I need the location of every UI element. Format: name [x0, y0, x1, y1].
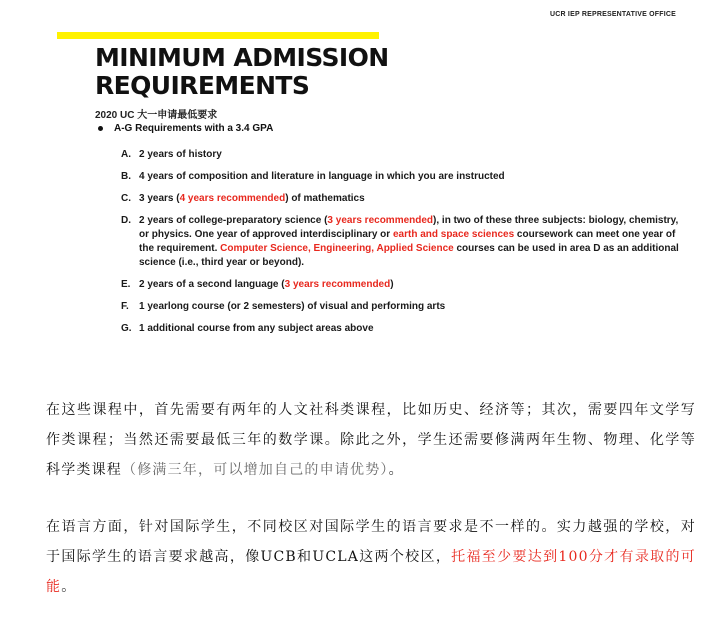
requirement-e	[121, 278, 681, 292]
req-text: 2 years of history	[139, 149, 222, 160]
req-text-part: 2 years of college-preparatory science (	[139, 215, 328, 226]
article-paragraph-2	[46, 512, 696, 602]
req-letter: C.	[121, 193, 131, 204]
req-text: 1 yearlong course (or 2 semesters) of visual and performing arts	[139, 301, 446, 312]
para-note: （修满三年，可以增加自己的申请优势）	[122, 462, 389, 478]
req-text-part: courses can be used in area D as an additional science (i.e., third year or beyond).	[139, 243, 679, 268]
requirement-d	[121, 214, 681, 270]
requirement-c	[121, 192, 681, 206]
req-text-part: 3 years (	[139, 193, 180, 204]
title-line-2: REQUIREMENTS	[95, 71, 310, 100]
req-text	[139, 278, 681, 292]
req-text-part: )	[390, 279, 394, 290]
accent-bar	[57, 32, 379, 39]
requirement-f	[121, 300, 681, 314]
requirements-bullet	[98, 123, 273, 134]
req-text-part: 2 years of a second language (	[139, 279, 285, 290]
article-paragraph-1	[46, 395, 696, 485]
para-text: 。	[61, 579, 77, 595]
slide-title	[95, 44, 495, 100]
bullet-text: A-G Requirements with a 3.4 GPA	[114, 123, 274, 134]
para-text: 在这些课程中，首先需要有两年的人文社科类课程，比如历史、经济等；其次，需要四年文学写作类课程；当然还需要最低三年的数学课。除此之外，学生还需要修满两年生物、物理、化学等科学类课程	[46, 402, 696, 478]
req-highlight: Computer Science, Engineering, Applied Science	[220, 243, 454, 254]
requirement-g	[121, 322, 681, 336]
requirement-b	[121, 170, 681, 184]
req-text-part: coursework can meet one year of the requirement.	[139, 229, 676, 254]
req-letter: A.	[121, 149, 131, 160]
req-highlight: 4 years recommended	[179, 193, 286, 204]
bullet-dot-icon	[98, 126, 103, 131]
req-letter: B.	[121, 171, 131, 182]
req-text: 4 years of composition and literature in language in which you are instructed	[139, 171, 505, 182]
req-text: 1 additional course from any subject areas above	[139, 323, 374, 334]
req-text-part: ) of mathematics	[285, 193, 365, 204]
req-text-part: ), in two of these three subjects: biology, chemistry, or physics. One year of approved interdisciplinary or	[139, 215, 679, 240]
para-highlight: 托福至少要达到100分才有录取的可能	[46, 549, 696, 595]
req-letter: E.	[121, 279, 131, 290]
req-letter: F.	[121, 301, 129, 312]
req-text	[139, 214, 681, 270]
slide-subtitle: 2020 UC 大一申请最低要求	[95, 110, 218, 121]
req-highlight: earth and space sciences	[392, 229, 515, 240]
req-letter: G.	[121, 323, 132, 334]
req-highlight: 3 years recommended	[284, 279, 391, 290]
req-letter: D.	[121, 215, 131, 226]
req-text	[139, 192, 681, 206]
requirements-list	[121, 148, 681, 344]
req-highlight: 3 years recommended	[327, 215, 434, 226]
para-text: 。	[388, 462, 404, 478]
title-line-1: MINIMUM ADMISSION	[95, 43, 389, 72]
requirement-a	[121, 148, 681, 162]
office-label: UCR IEP REPRESENTATIVE OFFICE	[550, 11, 676, 18]
para-text: 在语言方面，针对国际学生，不同校区对国际学生的语言要求是不一样的。实力越强的学校，对于国际学生的语言要求越高，像UCB和UCLA这两个校区，	[46, 519, 696, 565]
